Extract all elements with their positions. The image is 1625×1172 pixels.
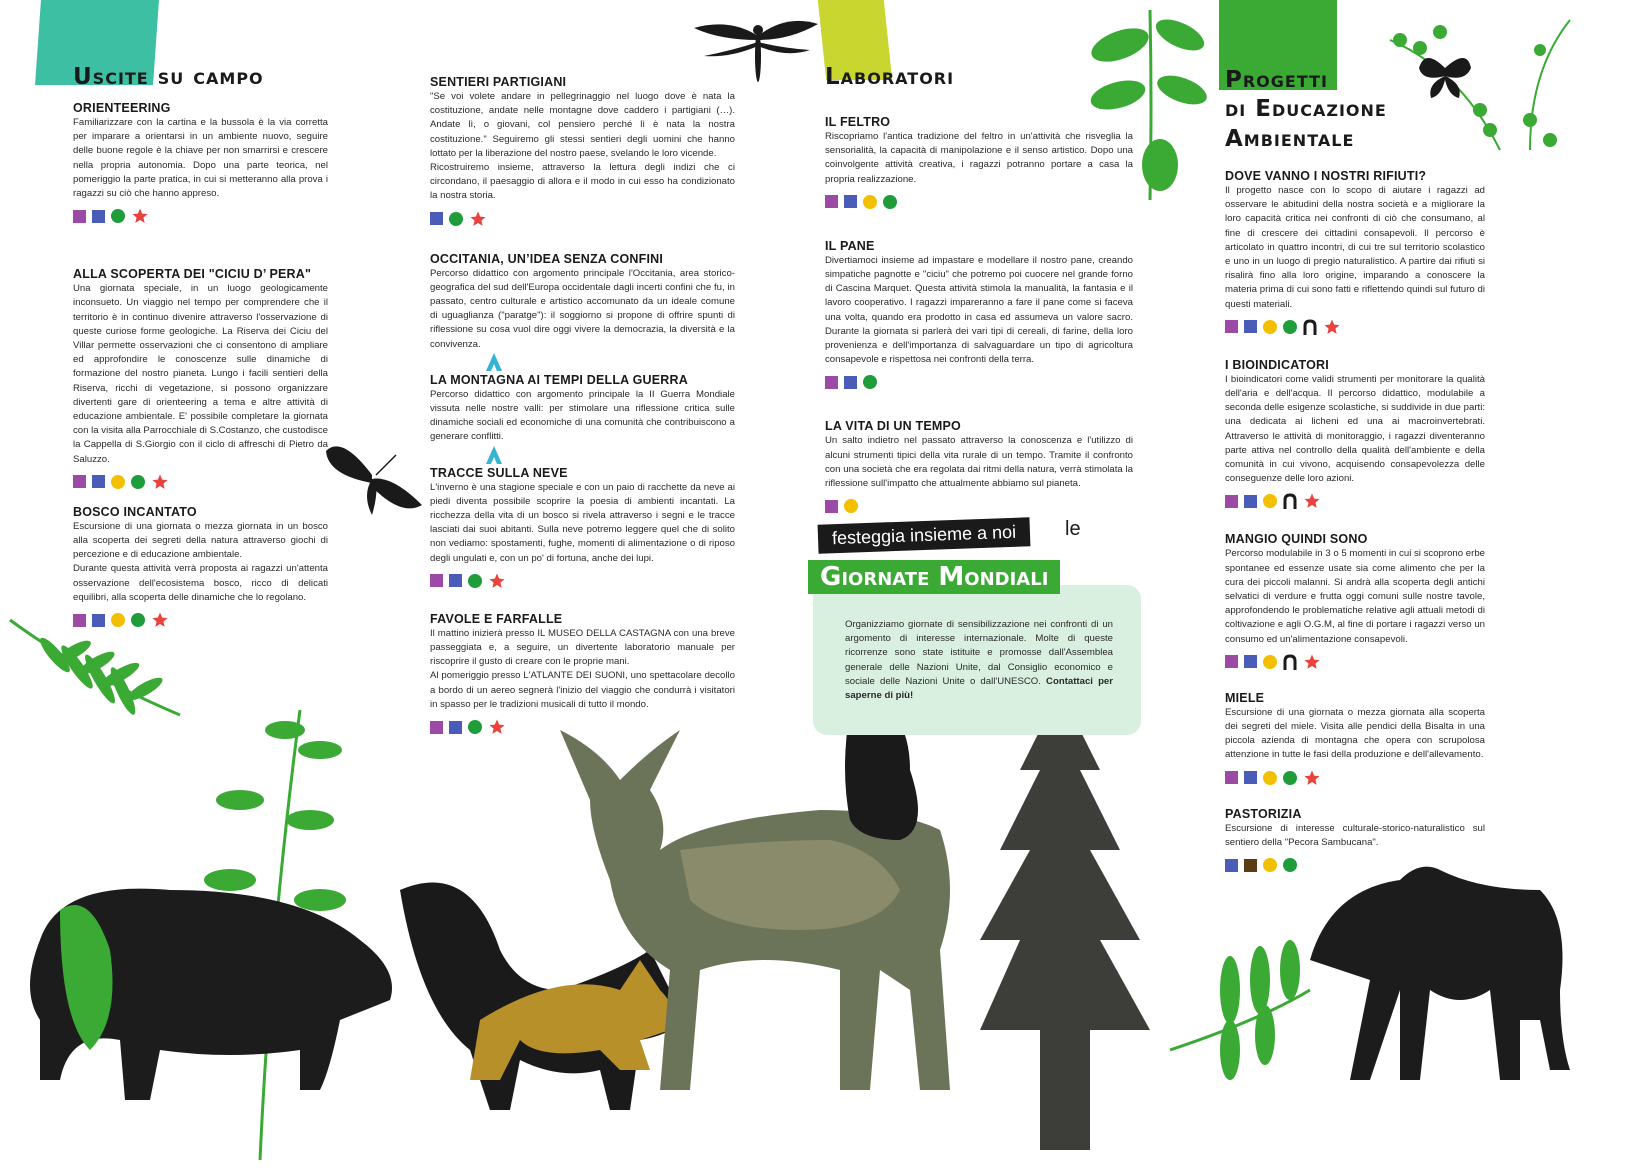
purple-square-icon: [430, 574, 443, 587]
purple-square-icon: [825, 195, 838, 208]
wolf-silhouette: [1310, 867, 1570, 1080]
activity-item: [1225, 531, 1485, 671]
activity-title: IL FELTRO: [825, 115, 891, 129]
activity-description: Escursione di interesse culturale-storico-naturalistico sul sentiero della "Pecora Sambucana".: [1225, 822, 1485, 848]
legend-icons: [1225, 317, 1485, 337]
le-label: le: [1065, 518, 1081, 540]
yellow-circle-icon: [844, 499, 858, 513]
purple-square-icon: [73, 210, 86, 223]
activity-description: "Se voi volete andare in pellegrinaggio nel luogo dove è nata la costituzione, andate nelle montagne dove caddero i partigiani (…). Andate lì, o giovani, col pensiero perché lì è nata la nostra costituzione." Seguiremo gli stessi sentieri degli uomini che hanno lottato per la liberazione del nostro paese, svelando le loro vicende. Ricostruiremo insieme, attraverso la lettura degli indizi che ci circondano, il paesaggio di allora e il modo in cui esso ha condizionato la nostra storia.: [430, 91, 735, 202]
brown-square-icon: [1244, 859, 1257, 872]
blue-square-icon: [92, 210, 105, 223]
activity-item: [430, 611, 735, 737]
activity-title: BOSCO INCANTATO: [73, 504, 197, 519]
star-icon: [1323, 318, 1341, 336]
star-icon: [131, 207, 149, 225]
activity-description: Escursione di una giornata o mezza giornata alla scoperta dei segreti del miele. Visita alle pendici della Bisalta in una piccola azienda di montagna che opera con scrupolosa attenzione in tutte le fasi della produzione e dell'allevamento.: [1225, 706, 1485, 761]
activity-title: LA MONTAGNA AI TEMPI DELLA GUERRA: [430, 372, 688, 387]
blue-square-icon: [449, 574, 462, 587]
festeggia-label: festeggia insieme a noi: [818, 517, 1031, 553]
legend-icons: [825, 192, 1133, 212]
blue-square-icon: [844, 376, 857, 389]
section-title-progetti-1: Progetti: [1225, 67, 1328, 93]
activity-description: Un salto indietro nel passato attraverso la conoscenza e l'utilizzo di alcuni strumenti tipici della vita rurale di un tempo. Tramite il confronto con una società che era regolata dai ritmi della natura, verrà stimolata la riflessione sull'impatto che attualmente abbiamo sul pianeta.: [825, 435, 1133, 490]
purple-square-icon: [825, 376, 838, 389]
blue-square-icon: [844, 195, 857, 208]
yellow-circle-icon: [111, 475, 125, 489]
legend-icons: [1225, 491, 1485, 511]
activity-item: [1225, 357, 1485, 512]
activity-description: Il progetto nasce con lo scopo di aiutare i ragazzi ad osservare le abitudini della nostra società e a migliorare la loro capacità critica nei confronti di ciò che consumano, al fine di crescere dei cittadini consapevoli. Il percorso è articolato in quattro incontri, di cui tre sul territorio scolastico e uno in un luogo di pregio naturalistico. A partire dai rifiuti si risalirà fino alla loro origine, imparando a conoscere la materia prima di cui sono fatti e riflettendo quindi sul futuro di questi materiali.: [1225, 185, 1485, 310]
col3-items: [825, 114, 1133, 516]
activity-title: FAVOLE E FARFALLE: [430, 611, 563, 626]
col2-items: [430, 74, 735, 737]
activity-item: [73, 266, 328, 492]
section-title-progetti-3: Ambientale: [1225, 126, 1355, 152]
green-circle-icon: [468, 574, 482, 588]
purple-square-icon: [825, 500, 838, 513]
arch-icon: [1283, 654, 1297, 670]
blue-square-icon: [92, 475, 105, 488]
activity-item: [825, 114, 1133, 212]
legend-icons: [430, 445, 735, 465]
activity-title: MANGIO QUINDI SONO: [1225, 532, 1368, 547]
column-sentieri: [430, 74, 735, 737]
activity-title: ORIENTEERING: [73, 101, 171, 115]
blue-square-icon: [1244, 771, 1257, 784]
activity-description: Percorso modulabile in 3 o 5 momenti in cui si scoprono erbe spontanee ed essenze usate sia come alimento che per la cura dei piccoli malanni. Si andrà alla scoperta degli antichi selvatici di verdure e frutta oggi comuni sulle nostre tavole, approfondendo le problematiche relative agli attuali metodi di coltivazione e agli O.G.M, al fine di portare i ragazzi verso un consumo ed un'alimentazione consapevoli.: [1225, 548, 1485, 645]
tent-icon: [485, 352, 503, 372]
legend-icons: [825, 496, 1133, 516]
green-circle-icon: [131, 613, 145, 627]
legend-icons: [73, 610, 328, 630]
activity-description: Riscopriamo l'antica tradizione del feltro in un'attività che risveglia la sensorialità, la capacità di manipolazione e il senso artistico. Dopo una coinvolgente attività creativa, i ragazzi potranno portare a casa la propria realizzazione.: [825, 131, 1133, 185]
activity-item: [1225, 168, 1485, 337]
activity-description: Percorso didattico con argomento principale la II Guerra Mondiale vissuta nelle nostre valli: per stimolare una riflessione critica sulle dinamiche sociali ed economiche di una comunità che contribuiscono a generare conflitti.: [430, 388, 735, 443]
legend-icons: [430, 717, 735, 737]
col4-items: [1225, 168, 1485, 875]
purple-square-icon: [73, 475, 86, 488]
green-circle-icon: [468, 720, 482, 734]
blue-square-icon: [449, 721, 462, 734]
star-icon: [488, 572, 506, 590]
activity-description: Percorso didattico con argomento principale l'Occitania, area storico-geografica del sud dell'Europa occidentale dagli incerti confini che fu, in passato, centro culturale e artistico accomunato da un ideale comune di uguaglianza ("paratge"): il soggiorno si propone di offrire spunti di riflessione su cosa vuol dire oggi vivere la democrazia, la diversità e la convivenza.: [430, 267, 735, 350]
giornate-cta: Contattaci per saperne di più!: [845, 675, 1113, 702]
activity-description: L'inverno è una stagione speciale e con un paio di racchette da neve ai piedi diventa possibile scoprire la poesia di ambienti incantati. La ricchezza della vita di un bosco si rivela attraverso i segni e le tracce lasciati dai suoi abitanti. Sulla neve potremo leggere quel che di solito non vediamo: spostamenti, fughe, momenti di alimentazione o di riposo degli ungulati e, con un po' di fortuna, anche dei lupi.: [430, 481, 735, 564]
green-circle-icon: [131, 475, 145, 489]
green-circle-icon: [1283, 858, 1297, 872]
legend-icons: [430, 571, 735, 591]
yellow-circle-icon: [1263, 320, 1277, 334]
activity-title: MIELE: [1225, 690, 1265, 705]
green-circle-icon: [883, 195, 897, 209]
activity-item: [73, 504, 328, 630]
moth-icon: [322, 435, 432, 520]
arch-icon: [1303, 319, 1317, 335]
star-icon: [151, 611, 169, 629]
activity-description: Familiarizzare con la cartina e la bussola è la via corretta per imparare a orientarsi in un ambiente nuovo, seguire delle buone regole è la chiave per non smarrirsi e crescere nella propria autonomia. Dopo una parte teorica, nel pomeriggio la parte pratica, in cui si metteranno alla prova i ragazzi su ciò che hanno appreso.: [73, 117, 328, 200]
blue-square-icon: [1244, 655, 1257, 668]
activity-title: PASTORIZIA: [1225, 806, 1302, 821]
blue-square-icon: [1225, 859, 1238, 872]
activity-item: [825, 238, 1133, 393]
activity-item: [825, 418, 1133, 516]
legend-icons: [73, 206, 328, 226]
star-icon: [151, 473, 169, 491]
green-circle-icon: [1283, 771, 1297, 785]
star-icon: [1303, 492, 1321, 510]
legend-icons: [1225, 768, 1485, 788]
purple-square-icon: [1225, 320, 1238, 333]
green-circle-icon: [863, 375, 877, 389]
activity-item: [1225, 690, 1485, 788]
purple-square-icon: [1225, 655, 1238, 668]
yellow-circle-icon: [863, 195, 877, 209]
column-uscite: [73, 62, 328, 630]
activity-item: [430, 251, 735, 372]
yellow-circle-icon: [1263, 771, 1277, 785]
activity-title: ALLA SCOPERTA DEI "CICIU D’ PERA": [73, 267, 312, 282]
star-icon: [1303, 769, 1321, 787]
legend-icons: [430, 209, 735, 229]
blue-square-icon: [1244, 320, 1257, 333]
legend-icons: [1225, 855, 1485, 875]
section-title-laboratori: Laboratori: [825, 64, 955, 90]
activity-title: LA VITA DI UN TEMPO: [825, 419, 961, 434]
activity-item: [1225, 806, 1485, 875]
activity-description: I bioindicatori come validi strumenti per monitorare la qualità dell'aria e dell'acqua. Il percorso didattico, modulabile a seconda delle esigenze scolastiche, si suddivide in due parti: una dedicata ai licheni ed una ai macroinvertebrati. Attraverso le attività di monitoraggio, i ragazzi diventeranno parte attiva nel controllo della qualità dell'ambiente e della comunità in cui vivono, acquisendo consapevolezza delle conseguenze delle loro azioni.: [1225, 373, 1485, 485]
activity-title: SENTIERI PARTIGIANI: [430, 75, 567, 89]
yellow-circle-icon: [1263, 858, 1277, 872]
star-icon: [488, 718, 506, 736]
purple-square-icon: [73, 614, 86, 627]
giornate-text: [845, 618, 1113, 703]
activity-item: [73, 100, 328, 226]
purple-square-icon: [1225, 771, 1238, 784]
giornate-paragraph: Organizziamo giornate di sensibilizzazione nei confronti di un argomento di interesse internazionale. Molte di queste ricorrenze sono state istituite e promosse dall'Assemblea generale delle Nazioni Unite, dal Consiglio economico e sociale delle Nazioni Unite o dall'UNESCO.: [845, 619, 1113, 687]
tree-silhouette: [980, 690, 1150, 1150]
activity-title: IL PANE: [825, 238, 875, 253]
green-circle-icon: [1283, 320, 1297, 334]
section-title-uscite: Uscite su campo: [73, 64, 264, 90]
col1-items: [73, 100, 328, 630]
arch-icon: [1283, 493, 1297, 509]
activity-title: OCCITANIA, UN’IDEA SENZA CONFINI: [430, 251, 664, 266]
yellow-circle-icon: [1263, 655, 1277, 669]
legend-icons: [73, 472, 328, 492]
purple-square-icon: [430, 721, 443, 734]
activity-title: I BIOINDICATORI: [1225, 357, 1329, 372]
activity-description: Una giornata speciale, in un luogo geologicamente inconsueto. Un viaggio nel tempo per comprendere che il territorio è in continuo divenire attraverso l'osservazione di queste curiose forme geologiche. La Riserva dei Ciciu del Villar permette osservazioni che ci consentono di ampliare ed approfondire le conoscenze sulle dinamiche di formazione del nostro pianeta. Lungo i facili sentieri della Riserva, ricchi di vegetazione, si possono organizzare divertenti gare di orienteering a tema e altre attività di educazione ambientale. E' possibile completare la giornata con la visita alla Parrocchiale di S.Costanzo, che custodisce la Cappella di S.Giorgio con il ciclo di affreschi di Pietro da Saluzzo.: [73, 283, 328, 465]
activity-item: [430, 372, 735, 465]
star-icon: [469, 210, 487, 228]
yellow-circle-icon: [111, 613, 125, 627]
column-progetti: [1225, 66, 1485, 875]
column-laboratori: [825, 62, 1133, 516]
activity-item: [430, 74, 735, 229]
giornate-title: Giornate Mondiali: [808, 560, 1060, 594]
green-circle-icon: [111, 209, 125, 223]
activity-item: [430, 465, 735, 591]
star-icon: [1303, 653, 1321, 671]
activity-title: DOVE VANNO I NOSTRI RIFIUTI?: [1225, 169, 1427, 183]
activity-title: TRACCE SULLA NEVE: [430, 465, 568, 480]
tent-icon: [485, 445, 503, 465]
legend-icons: [430, 352, 735, 372]
blue-square-icon: [430, 212, 443, 225]
activity-description: Divertiamoci insieme ad impastare e modellare il nostro pane, creando simpatiche pagnotte e "ciciu" che potremo poi cuocere nel grande forno di Cascina Marquet. Questa attività stimola la manualità, la fantasia e il lavoro cooperativo. I ragazzi impareranno a fare il pane come si faceva una volta, quando era prodotto in casa ed assumeva un valore sacro. Durante la giornata si parlerà dei vari tipi di cereali, di farine, della loro provenienza e dell'importanza di salvaguardare un tipo di agricoltura consapevole e rispettosa nei confronti della terra.: [825, 254, 1133, 366]
purple-square-icon: [1225, 495, 1238, 508]
blue-square-icon: [92, 614, 105, 627]
legend-icons: [1225, 652, 1485, 672]
section-title-progetti-2: di Educazione: [1225, 96, 1387, 122]
legend-icons: [825, 372, 1133, 392]
blue-square-icon: [1244, 495, 1257, 508]
activity-description: Escursione di una giornata o mezza giornata in un bosco alla scoperta dei segreti della natura attraverso giochi di percezione e di educazione ambientale. Durante questa attività verrà proposta ai ragazzi un'attenta osservazione dell'ecosistema bosco, ricco di delicati equilibri, alla scoperta delle dinamiche che lo regolano.: [73, 520, 328, 603]
activity-description: Il mattino inizierà presso IL MUSEO DELLA CASTAGNA con una breve passeggiata e, a seguire, un divertente laboratorio manuale per riscoprire il gusto di creare con le proprie mani. Al pomeriggio presso L'ATLANTE DEI SUONI, uno spettacolare decollo a bordo di un aereo segnerà l'inizio del viaggio che condurrà i visitatori in spasso per le tradizioni musicali di tutto il mondo.: [430, 627, 735, 710]
yellow-circle-icon: [1263, 494, 1277, 508]
green-circle-icon: [449, 212, 463, 226]
